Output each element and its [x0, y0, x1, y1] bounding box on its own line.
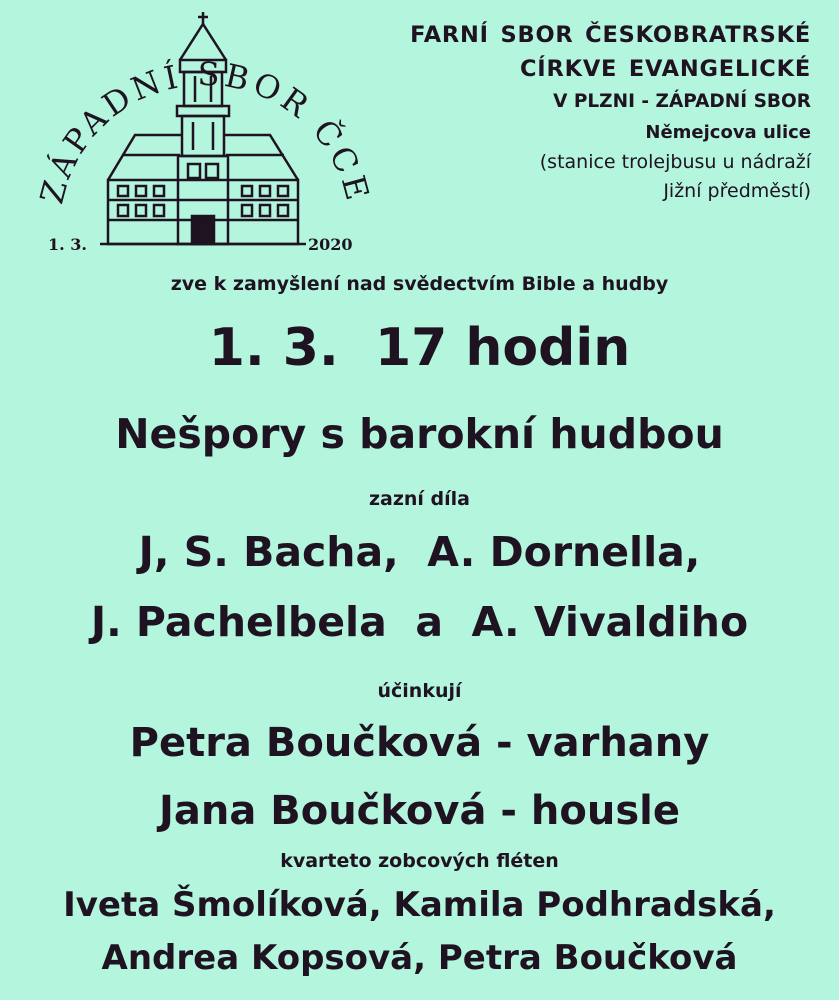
logo-date-right: 2020: [308, 235, 353, 254]
composers-line-1: J, S. Bacha, A. Dornella,: [138, 528, 701, 576]
church-building-icon: [30, 10, 375, 275]
header-transport-line-2: Jižní předměstí): [663, 180, 811, 202]
logo-arc-text: ZÁPADNÍ SBOR ČCE: [32, 54, 375, 208]
composers-line-2: J. Pachelbela a A. Vivaldiho: [90, 598, 749, 646]
performers-label: účinkují: [377, 680, 462, 702]
performer-violin: Jana Boučková - housle: [158, 788, 681, 834]
quartet-members-line-2: Andrea Kopsová, Petra Boučková: [101, 938, 738, 978]
works-label: zazní díla: [368, 488, 471, 510]
header-line-1: FARNÍ SBOR ČESKOBRATRSKÉ: [410, 22, 811, 48]
quartet-members-line-1: Iveta Šmolíková, Kamila Podhradská,: [63, 885, 776, 925]
header-street: Němejcova ulice: [645, 122, 811, 143]
performer-organ: Petra Boučková - varhany: [129, 720, 710, 766]
church-header: [341, 18, 811, 206]
header-line-3: V PLZNI - ZÁPADNÍ SBOR: [553, 91, 811, 112]
event-title: Nešpory s barokní hudbou: [115, 410, 724, 458]
quartet-label: kvarteto zobcových fléten: [280, 850, 559, 872]
header-transport-line-1: (stanice trolejbusu u nádraží: [539, 151, 811, 173]
event-datetime: 1. 3. 17 hodin: [208, 318, 631, 378]
church-logo: [30, 10, 375, 275]
invite-text: zve k zamyšlení nad svědectvím Bible a hudby: [170, 273, 669, 295]
logo-date-left: 1. 3.: [48, 235, 87, 254]
header-line-2: CÍRKVE EVANGELICKÉ: [519, 56, 811, 82]
